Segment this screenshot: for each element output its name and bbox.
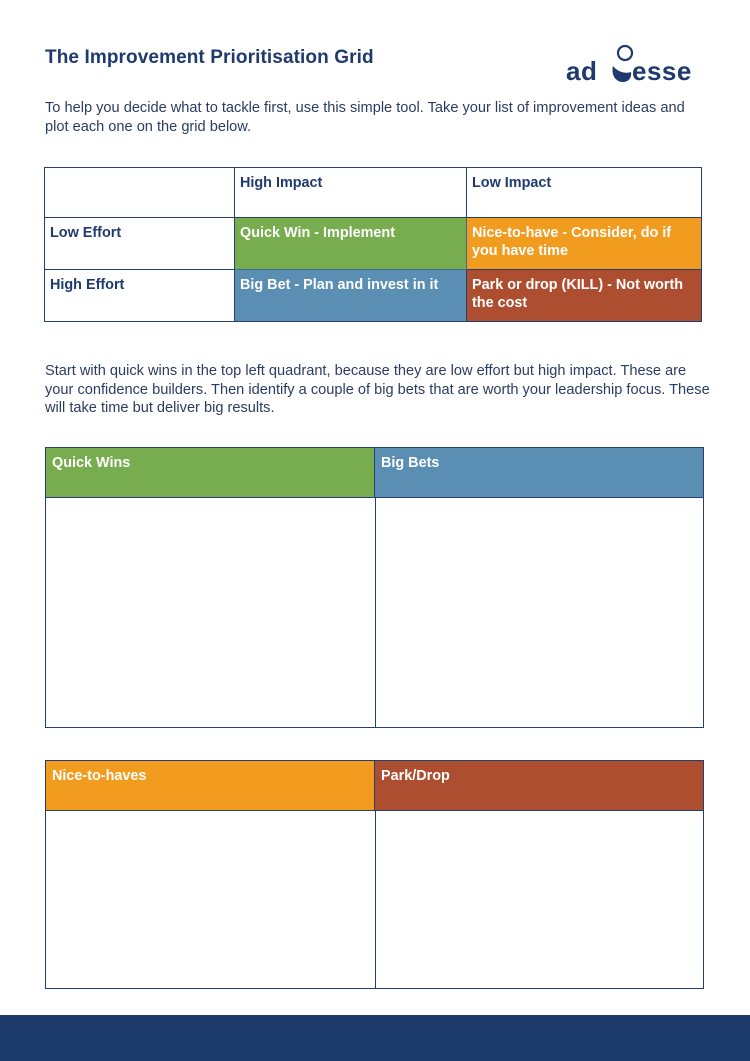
grid-header-row — [45, 168, 702, 218]
row-label-low-effort: Low Effort — [45, 218, 235, 270]
quadrant-panel-top — [45, 447, 704, 728]
nice-to-haves-header: Nice-to-haves — [46, 761, 375, 811]
big-bets-area[interactable] — [376, 498, 703, 727]
quick-wins-area[interactable] — [46, 498, 375, 727]
header-high-impact: High Impact — [235, 168, 467, 218]
grid-corner-cell — [45, 168, 235, 218]
page-title: The Improvement Prioritisation Grid — [45, 47, 374, 68]
grid-row-high-effort — [45, 270, 702, 322]
adoesse-logo — [566, 44, 706, 88]
big-bets-header: Big Bets — [375, 448, 703, 498]
header-low-impact: Low Impact — [467, 168, 702, 218]
prioritisation-grid — [44, 167, 702, 322]
cell-park-or-drop: Park or drop (KILL) - Not worth the cost — [467, 270, 702, 322]
cell-quick-win: Quick Win - Implement — [235, 218, 467, 270]
grid-row-low-effort — [45, 218, 702, 270]
park-drop-header: Park/Drop — [375, 761, 703, 811]
logo-text-left: ad — [566, 56, 598, 86]
park-drop-area[interactable] — [376, 811, 703, 988]
footer-bar — [0, 1015, 750, 1061]
row-label-high-effort: High Effort — [45, 270, 235, 322]
nice-to-haves-area[interactable] — [46, 811, 375, 988]
logo-text-right: esse — [632, 56, 692, 86]
quick-wins-header: Quick Wins — [46, 448, 375, 498]
cell-nice-to-have: Nice-to-have - Consider, do if you have time — [467, 218, 702, 270]
guidance-paragraph: Start with quick wins in the top left quadrant, because they are low effort but high impact. These are your confidence builders. Then identify a couple of big bets that are worth your leadership focus. These will take time but deliver big results. — [45, 363, 710, 416]
intro-paragraph: To help you decide what to tackle first, use this simple tool. Take your list of improvement ideas and plot each one on the grid below. — [45, 100, 685, 135]
cell-big-bet: Big Bet - Plan and invest in it — [235, 270, 467, 322]
quadrant-panel-bottom — [45, 760, 704, 989]
